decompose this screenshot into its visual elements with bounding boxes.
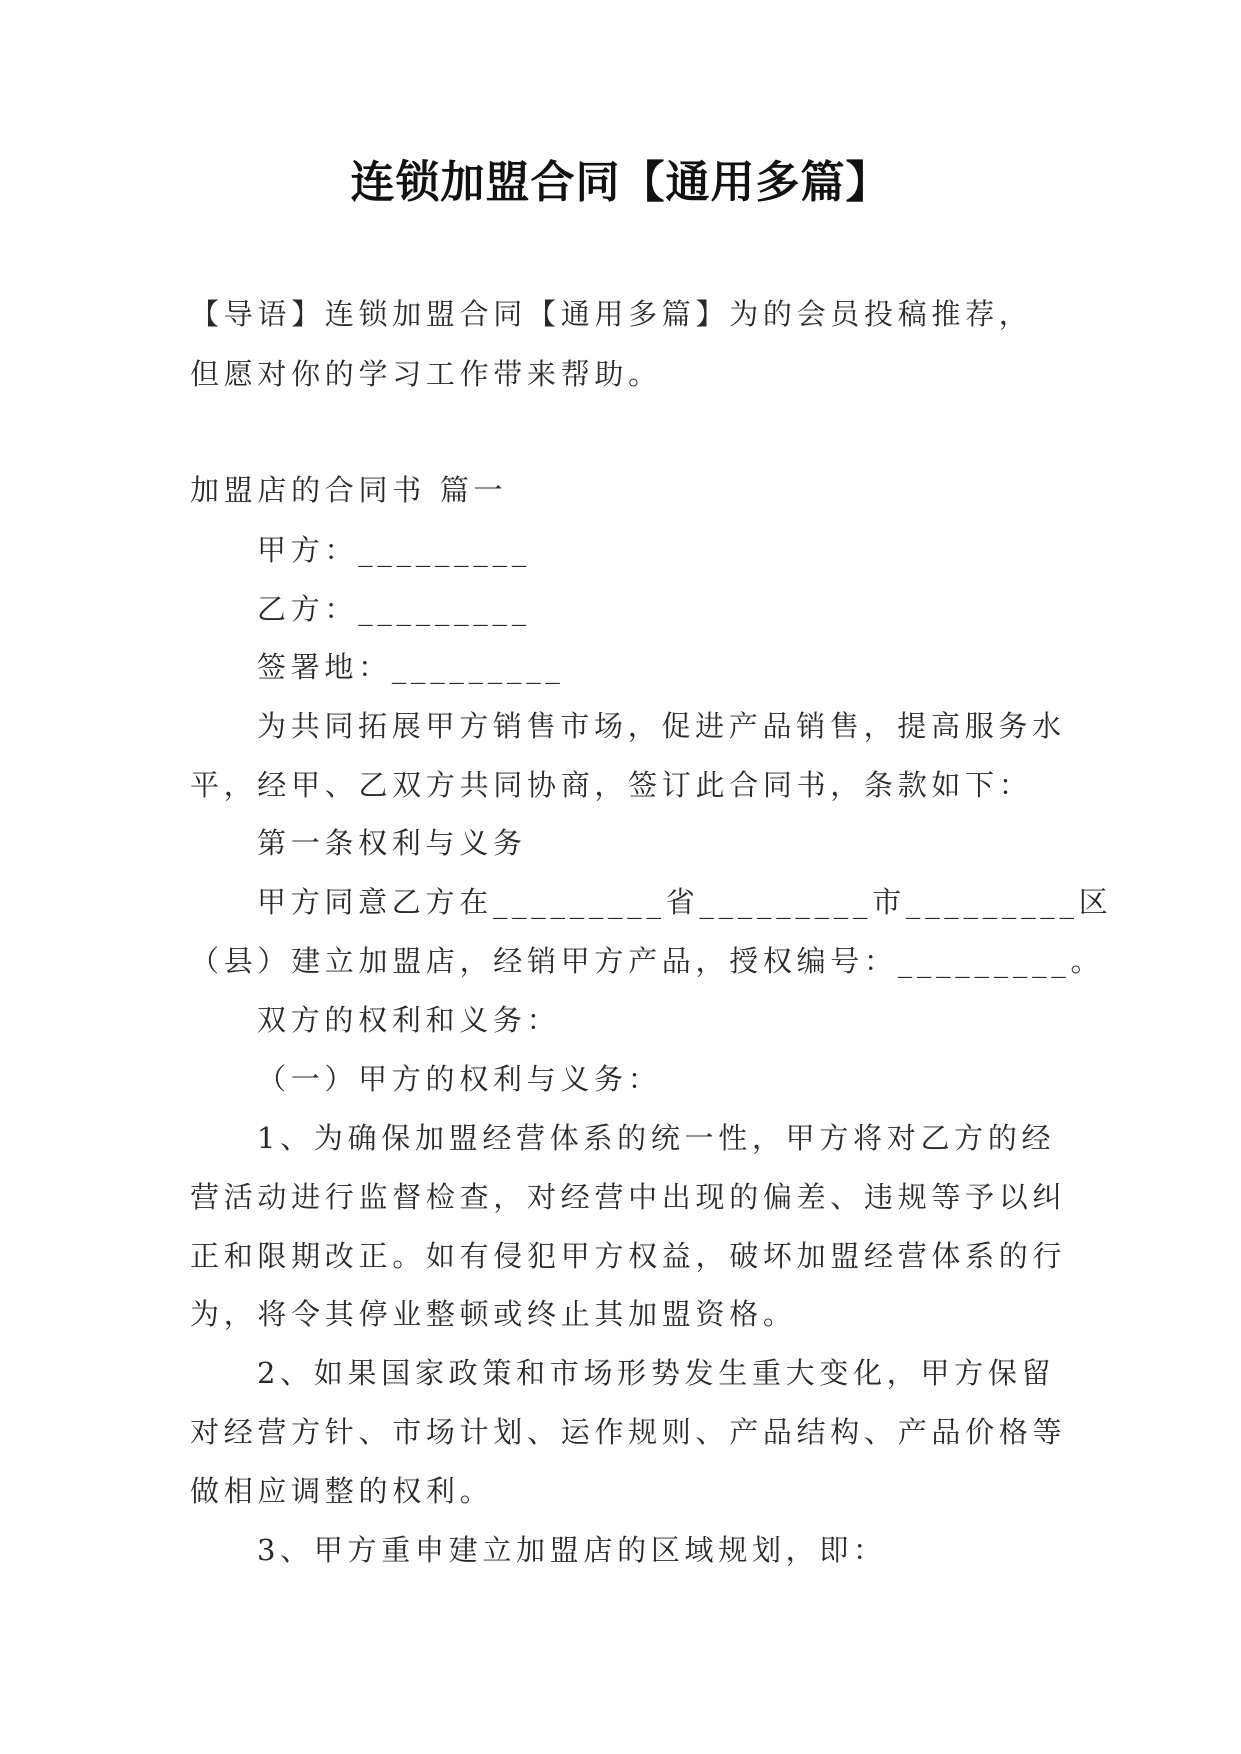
- paragraph-line: 对经营方针、市场计划、运作规则、产品结构、产品价格等: [190, 1415, 1067, 1449]
- paragraph-line: （县）建立加盟店，经销甲方产品，授权编号：_________。: [190, 944, 1105, 978]
- subsection-heading: （一）甲方的权利与义务：: [257, 1062, 662, 1096]
- paragraph-line: 2、如果国家政策和市场形势发生重大变化，甲方保留: [257, 1356, 1056, 1390]
- article-heading: 第一条权利与义务: [257, 826, 527, 860]
- party-b-line: 乙方：_________: [257, 592, 531, 626]
- intro-line-2: 但愿对你的学习工作带来帮助。: [190, 357, 662, 391]
- paragraph-line: 为，将令其停业整顿或终止其加盟资格。: [190, 1297, 797, 1331]
- paragraph-line: 双方的权利和义务：: [257, 1003, 561, 1037]
- paragraph-line: 营活动进行监督检查，对经营中出现的偏差、违规等予以纠: [190, 1180, 1067, 1214]
- paragraph-line: 平，经甲、乙双方共同协商，签订此合同书，条款如下：: [190, 768, 1033, 802]
- section-heading: 加盟店的合同书 篇一: [190, 473, 508, 507]
- intro-line-1: 【导语】连锁加盟合同【通用多篇】为的会员投稿推荐，: [190, 297, 1033, 331]
- party-a-line: 甲方：_________: [257, 533, 531, 567]
- paragraph-line: 3、甲方重申建立加盟店的区域规划，即：: [257, 1533, 887, 1567]
- signing-place-line: 签署地：_________: [257, 650, 565, 684]
- paragraph-line: 做相应调整的权利。: [190, 1474, 494, 1508]
- paragraph-line: 1、为确保加盟经营体系的统一性，甲方将对乙方的经: [257, 1121, 1056, 1155]
- paragraph-line: 为共同拓展甲方销售市场，促进产品销售，提高服务水: [257, 709, 1066, 743]
- paragraph-line: 甲方同意乙方在_________省_________市_________区: [257, 885, 1113, 919]
- document-title: 连锁加盟合同【通用多篇】: [350, 157, 891, 208]
- paragraph-line: 正和限期改正。如有侵犯甲方权益，破坏加盟经营体系的行: [190, 1239, 1067, 1273]
